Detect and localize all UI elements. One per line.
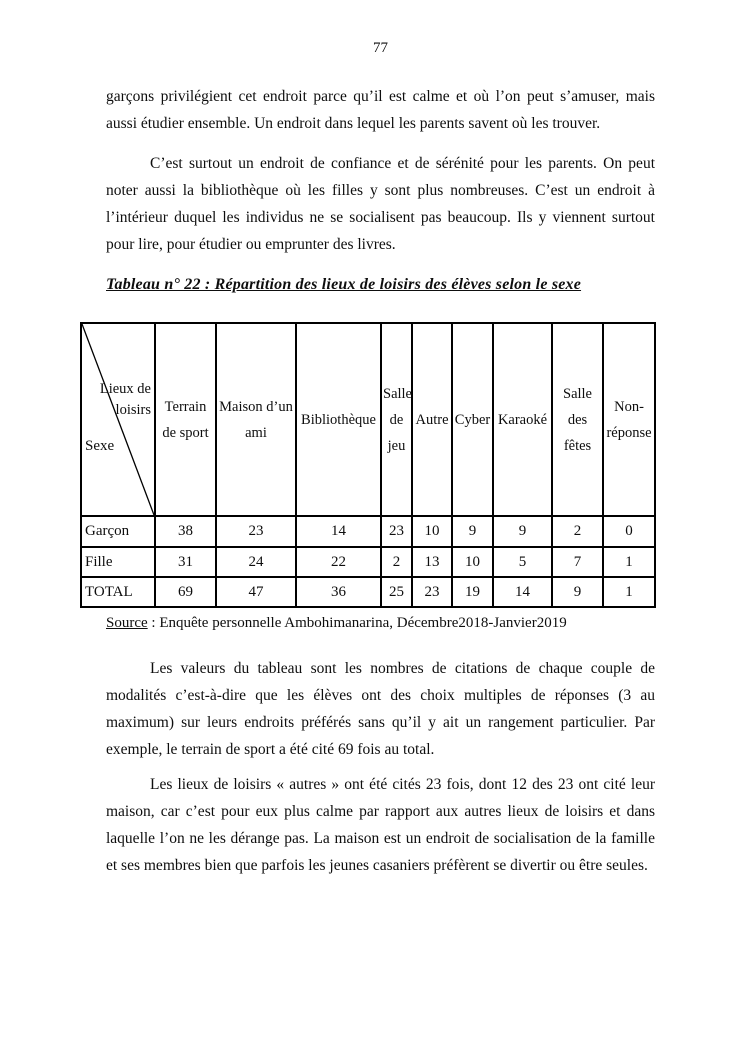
paragraph-3: Les valeurs du tableau sont les nombres de citations de chaque couple de modalités c’est-à-dire que les élèves ont des choix multiples de réponses (3 au maximum) sur leurs endroits préférés sans qu’il y ait un rangement particulier. Par exemple, le terrain de sport a été cité 69 fois au total. bbox=[106, 660, 655, 758]
table-row-fille bbox=[81, 547, 655, 577]
paragraph-1: garçons privilégient cet endroit parce qu’il est calme et où l’on peut s’amuser, mais aussi étudier ensemble. Un endroit dans lequel les parents savent où les trouver. bbox=[106, 88, 655, 132]
corner-rows-label: Sexe bbox=[85, 438, 115, 454]
col-header-maison-dun-ami: Maison d’un ami bbox=[216, 323, 296, 516]
cell: 38 bbox=[155, 516, 216, 547]
cell: 23 bbox=[216, 516, 296, 547]
cell: 10 bbox=[452, 547, 493, 577]
paragraph-2: C’est surtout un endroit de confiance et de sérénité pour les parents. On peut noter aussi la bibliothèque où les filles y sont plus nombreuses. C’est un endroit à l’intérieur duquel les individus ne se socialisent pas beaucoup. Ils y viennent surtout pour lire, pour étudier ou emprunter des livres. bbox=[106, 155, 655, 253]
cell: 10 bbox=[412, 516, 452, 547]
cell: 19 bbox=[452, 577, 493, 607]
cell: 69 bbox=[155, 577, 216, 607]
col-header-salle-de-jeu: Salle de jeu bbox=[381, 323, 412, 516]
corner-cell bbox=[81, 323, 155, 516]
loisirs-sexe-table bbox=[80, 322, 656, 608]
cell: 5 bbox=[493, 547, 552, 577]
table-row-total bbox=[81, 577, 655, 607]
paragraph-4: Les lieux de loisirs « autres » ont été cités 23 fois, dont 12 des 23 ont cité leur maison, car c’est pour eux plus calme par rapport aux autres lieux de loisirs et dans laquelle l’on ne les dérange pas. La maison est un endroit de socialisation de la famille et ses membres bien que parfois les jeunes casaniers préfèrent se divertir ou être seules. bbox=[106, 776, 655, 874]
cell: 2 bbox=[381, 547, 412, 577]
table-header-row bbox=[81, 323, 655, 516]
row-label-fille: Fille bbox=[81, 547, 155, 577]
source-label: Source bbox=[106, 615, 148, 631]
cell: 36 bbox=[296, 577, 381, 607]
cell: 25 bbox=[381, 577, 412, 607]
row-label-garcon: Garçon bbox=[81, 516, 155, 547]
cell: 14 bbox=[493, 577, 552, 607]
col-header-autre: Autre bbox=[412, 323, 452, 516]
cell: 2 bbox=[552, 516, 603, 547]
cell: 9 bbox=[452, 516, 493, 547]
cell: 9 bbox=[493, 516, 552, 547]
table-title: Tableau n° 22 : Répartition des lieux de loisirs des élèves selon le sexe bbox=[106, 276, 582, 293]
source-text: : Enquête personnelle Ambohimanarina, Décembre2018-Janvier2019 bbox=[147, 615, 567, 631]
cell: 47 bbox=[216, 577, 296, 607]
cell: 1 bbox=[603, 577, 655, 607]
col-header-terrain-de-sport: Terrain de sport bbox=[155, 323, 216, 516]
cell: 14 bbox=[296, 516, 381, 547]
col-header-bibliotheque: Bibliothèque bbox=[296, 323, 381, 516]
cell: 23 bbox=[412, 577, 452, 607]
cell: 9 bbox=[552, 577, 603, 607]
cell: 31 bbox=[155, 547, 216, 577]
page-number: 77 bbox=[373, 40, 388, 56]
table-row-garcon bbox=[81, 516, 655, 547]
cell: 23 bbox=[381, 516, 412, 547]
row-label-total: TOTAL bbox=[81, 577, 155, 607]
cell: 24 bbox=[216, 547, 296, 577]
cell: 13 bbox=[412, 547, 452, 577]
source-note bbox=[106, 612, 567, 634]
cell: 1 bbox=[603, 547, 655, 577]
corner-columns-label: Lieux de loisirs bbox=[99, 381, 151, 418]
cell: 0 bbox=[603, 516, 655, 547]
cell: 22 bbox=[296, 547, 381, 577]
col-header-non-reponse: Non-réponse bbox=[603, 323, 655, 516]
cell: 7 bbox=[552, 547, 603, 577]
col-header-karaoke: Karaoké bbox=[493, 323, 552, 516]
col-header-salle-des-fetes: Salle des fêtes bbox=[552, 323, 603, 516]
col-header-cyber: Cyber bbox=[452, 323, 493, 516]
